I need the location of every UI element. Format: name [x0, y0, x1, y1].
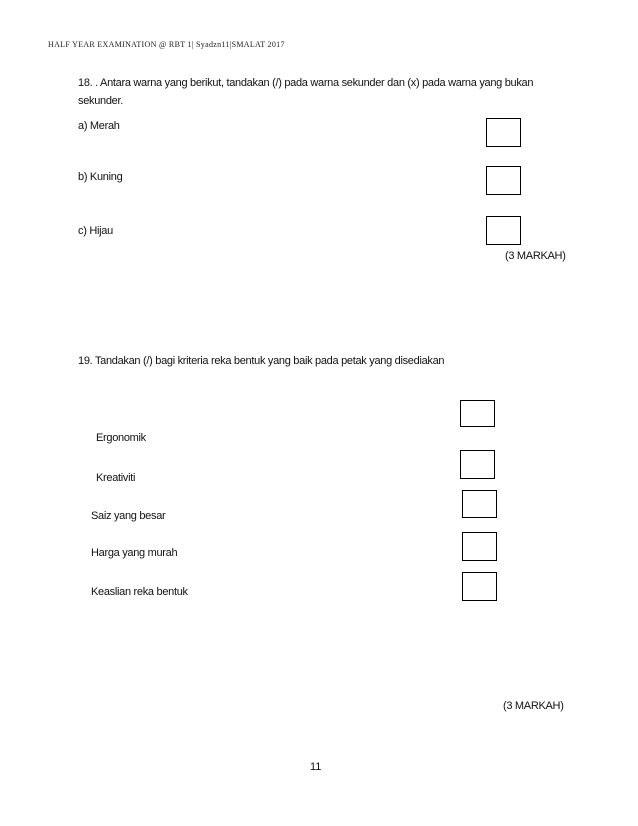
q18-answer-box-a[interactable]: [486, 118, 521, 147]
q19-answer-box-2[interactable]: [460, 450, 495, 479]
q19-marks: (3 MARKAH): [503, 700, 564, 712]
q19-option-5: Keaslian reka bentuk: [91, 586, 188, 598]
q19-option-4: Harga yang murah: [91, 547, 178, 559]
q19-answer-box-3[interactable]: [462, 490, 497, 518]
q19-option-3: Saiz yang besar: [91, 510, 166, 522]
question-19-text: 19. Tandakan (/) bagi kriteria reka bentuk yang baik pada petak yang disediakan: [78, 355, 445, 367]
q18-option-b: b) Kuning: [78, 171, 123, 183]
q19-option-1: Ergonomik: [96, 432, 146, 444]
q18-option-a: a) Merah: [78, 120, 120, 132]
page-header: HALF YEAR EXAMINATION @ RBT 1| Syadzn11|SMALAT 2017: [48, 40, 285, 49]
question-18-text: 18. . Antara warna yang berikut, tandakan (/) pada warna sekunder dan (x) pada warna yang bukan sekunder.: [78, 77, 534, 107]
q18-option-c: c) Hijau: [78, 225, 113, 237]
page-number: 11: [310, 761, 322, 773]
q19-answer-box-5[interactable]: [462, 572, 497, 601]
q18-answer-box-c[interactable]: [486, 216, 521, 245]
q19-answer-box-1[interactable]: [460, 400, 495, 427]
q19-option-2: Kreativiti: [96, 472, 136, 484]
q18-answer-box-b[interactable]: [486, 166, 521, 195]
q18-marks: (3 MARKAH): [505, 250, 566, 262]
q19-answer-box-4[interactable]: [462, 532, 497, 561]
